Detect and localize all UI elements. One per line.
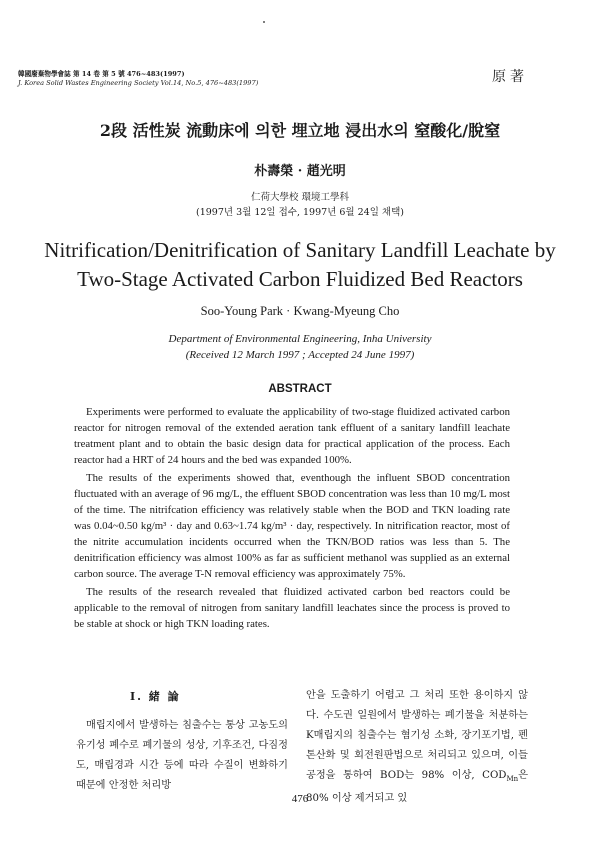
body-text-tail: 은 80% 이상 제거되고 있 — [306, 770, 528, 805]
english-title — [40, 236, 560, 294]
english-affiliation-block — [0, 331, 600, 363]
body-paragraph — [306, 686, 528, 809]
abstract-paragraph: The results of the experiments showed that, eventhough the influent SBOD concentration fluctuated with an average of 96 mg/L, the effluent SBOD concentration was less than 10 mg/L most of the time. The nitrifcation efficiency was relatively stable when the BOD and TKN loading rate was 0.04~0.50 kg/m³ · day and 0.63~1.74 kg/m³ · day, respectively. In nitrification reactor, most of the nitrite accumulation incidents occurred when the TKN/BOD ratios was less than 5. The denitrification efficiency was almost 100% as far as sufficient methanol was supplied as an external carbon source. The average T-N removal efficiency was approximately 75%. — [74, 472, 510, 580]
abstract-body — [74, 404, 510, 634]
english-title-line-1: Nitrification/Denitrification of Sanitary Landfill Leachate by — [44, 238, 556, 262]
page-number: 476 — [291, 793, 309, 805]
journal-line-korean: 韓國廢棄物學會誌 第 14 卷 第 5 號 476~483(1997) — [18, 70, 185, 78]
english-received-date: (Received 12 March 1997 ; Accepted 24 June 1997) — [185, 349, 415, 361]
body-column-left — [76, 716, 288, 796]
body-column-right — [306, 686, 528, 809]
english-title-line-2: Two-Stage Activated Carbon Fluidized Bed Reactors — [77, 267, 523, 291]
scan-dot — [263, 21, 265, 23]
abstract-heading: ABSTRACT — [268, 383, 332, 395]
english-affiliation: Department of Environmental Engineering, Inha University — [168, 333, 432, 345]
english-authors: Soo-Young Park · Kwang-Myeung Cho — [200, 304, 400, 318]
korean-authors: 朴壽榮 · 趙光明 — [254, 164, 346, 179]
journal-header — [18, 70, 258, 89]
abstract-paragraph: The results of the research revealed that fluidized activated carbon bed reactors could be applicable to the removal of nitrogen from sanitary landfill leachates since the process is proved to be stable at shock or high TKN loading rates. — [74, 586, 510, 630]
article-type-badge: 原著 — [492, 69, 528, 85]
korean-affiliation-block — [0, 190, 600, 220]
cod-subscript: Mn — [506, 775, 519, 784]
body-text: 안을 도출하기 어렵고 그 처리 또한 용이하지 않다. 수도권 일원에서 발생하는 폐기물을 처분하는 K매립지의 침출수는 혐기성 소화, 장기포기법, 펜톤산화 및 회전원판법으로 처리되고 있으며, 이들 공정을 통하여 BOD는 98% 이상, COD — [306, 690, 528, 781]
body-paragraph: 매립지에서 발생하는 침출수는 통상 고농도의 유기성 폐수로 폐기물의 성상, 기후조건, 다짐정도, 매립경과 시간 등에 따라 수질이 변화하기 때문에 안정한 처리방 — [76, 720, 288, 791]
korean-affiliation: 仁荷大學校 環境工學科 — [250, 192, 350, 203]
journal-line-english: J. Korea Solid Wastes Engineering Society Vol.14, No.5, 476~483(1997) — [18, 79, 259, 88]
section-heading-introduction: Ⅰ. 緒 論 — [130, 690, 181, 703]
korean-title: 2段 活性炭 流動床에 의한 埋立地 浸出水의 窒酸化/脫窒 — [99, 121, 501, 140]
abstract-paragraph: Experiments were performed to evaluate the applicability of two-stage fluidized activated carbon reactor for nitrogen removal of the extended aeration tank effluent of a sanitary landfill leachate treatment plant and to obtain the basic design data for practical application of the process. Each reactor had a HRT of 24 hours and the bed was expanded 100%. — [74, 406, 510, 466]
korean-received-date: (1997년 3월 12일 접수, 1997년 6월 24일 채택) — [196, 207, 404, 218]
